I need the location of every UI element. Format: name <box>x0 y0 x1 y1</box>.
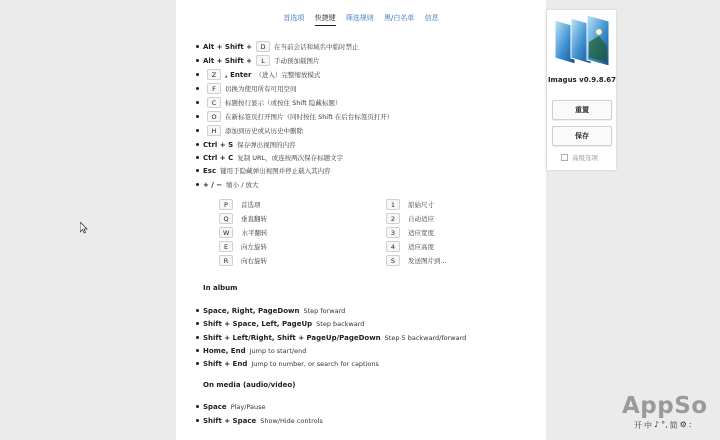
shortcut-row <box>196 96 341 109</box>
tray-item[interactable]: : <box>688 420 692 429</box>
key-cap: 4 <box>386 241 400 252</box>
bullet <box>196 309 199 312</box>
key-cap: C <box>207 97 221 108</box>
album-description: Step 5 backward/forward <box>384 333 467 342</box>
shortcut-description: 在当前会话和域名中临时禁止 <box>274 43 359 51</box>
bullet <box>196 115 199 118</box>
grid-item <box>219 240 267 252</box>
shortcut-modifier: Alt + Shift + <box>203 42 253 51</box>
save-button[interactable]: 保存 <box>552 126 612 146</box>
key-cap: O <box>207 111 221 122</box>
media-description: Play/Pause <box>230 402 266 411</box>
bullet <box>196 405 199 408</box>
left-background <box>0 0 176 440</box>
album-row <box>196 304 345 317</box>
album-keys: Shift + Left/Right, Shift + PageUp/PageDown <box>203 333 381 342</box>
key-label: 向右旋转 <box>241 256 267 265</box>
advanced-label: 高级选项 <box>572 154 598 162</box>
key-cap: Q <box>219 213 233 224</box>
shortcut-row <box>196 178 259 191</box>
tray-item[interactable]: ⚙ <box>679 420 687 429</box>
key-cap: E <box>219 241 233 252</box>
album-keys: Shift + End <box>203 359 248 368</box>
media-row <box>196 414 323 427</box>
grid-item <box>386 226 434 238</box>
album-heading: In album <box>203 284 238 292</box>
album-row <box>196 344 306 357</box>
shortcut-modifier: Ctrl + S <box>203 140 234 149</box>
shortcut-description: 切换为使用所有可用空间 <box>225 85 297 93</box>
album-keys: Home, End <box>203 346 246 355</box>
key-cap: 1 <box>386 199 400 210</box>
media-keys: Space <box>203 402 227 411</box>
tab-shortcuts[interactable]: 快捷键 <box>315 13 336 26</box>
key-label: 水平翻转 <box>241 228 268 237</box>
tab-bar <box>176 13 546 26</box>
key-cap: D <box>256 41 270 52</box>
bullet <box>196 87 199 90</box>
shortcut-description: （进入）完整缩放模式 <box>255 71 321 79</box>
bullet <box>196 143 199 146</box>
key-label: 发送图片到... <box>408 256 447 265</box>
key-label: 适应高度 <box>408 242 434 251</box>
tab-blacklist[interactable]: 黑/白名单 <box>384 14 415 22</box>
shortcut-description: 保存弹出视图的内容 <box>237 141 296 149</box>
advanced-checkbox[interactable] <box>561 154 568 161</box>
key-suffix: , Enter <box>225 70 252 79</box>
grid-item <box>386 198 434 210</box>
bullet <box>196 45 199 48</box>
album-row <box>196 357 379 370</box>
grid-item <box>219 226 267 238</box>
shortcut-description: 复制 URL，或连按两次保存标题文字 <box>237 154 344 162</box>
bullet <box>196 129 199 132</box>
media-heading: On media (audio/video) <box>203 381 296 389</box>
tab-preferences[interactable]: 首选项 <box>283 14 305 22</box>
album-row <box>196 331 466 344</box>
tray-item[interactable]: 简 <box>669 421 678 430</box>
key-cap: L <box>256 55 270 66</box>
reset-button[interactable]: 重置 <box>552 100 612 120</box>
bullet <box>196 322 199 325</box>
shortcut-modifier: Alt + Shift + <box>203 56 253 65</box>
key-label: 适应宽度 <box>408 228 434 237</box>
album-description: Step backward <box>316 319 365 328</box>
tab-filters[interactable]: 筛选规则 <box>345 14 374 22</box>
grid-item <box>386 212 434 224</box>
key-label: 原始尺寸 <box>408 200 434 209</box>
media-description: Show/Hide controls <box>260 416 323 425</box>
tray-item[interactable]: 中 <box>644 421 652 430</box>
shortcut-row <box>196 138 296 151</box>
album-keys: Space, Right, PageDown <box>203 306 300 315</box>
key-cap: 3 <box>386 227 400 238</box>
bullet <box>196 169 199 172</box>
grid-item <box>219 254 267 266</box>
tray-item[interactable]: ♪ <box>654 420 660 429</box>
album-description: Jump to start/end <box>249 346 307 355</box>
media-keys: Shift + Space <box>203 416 257 425</box>
bullet <box>196 59 199 62</box>
version-label: Imagus v0.9.8.67 <box>547 76 617 84</box>
shortcut-modifier: Ctrl + C <box>203 153 234 162</box>
mouse-cursor-icon <box>80 222 88 234</box>
shortcut-description: 在新标签页打开图片（同时按住 Shift 在后台标签页打开） <box>225 113 394 121</box>
shortcut-row <box>196 40 359 53</box>
media-row <box>196 400 266 413</box>
shortcut-row <box>196 164 331 177</box>
shortcut-row <box>196 124 303 137</box>
grid-item <box>386 240 434 252</box>
key-cap: W <box>219 227 233 238</box>
tray-item[interactable]: °, <box>661 420 668 429</box>
shortcut-row <box>196 151 343 164</box>
key-label: 首选项 <box>241 200 261 209</box>
key-label: 垂直翻转 <box>241 214 267 223</box>
album-keys: Shift + Space, Left, PageUp <box>203 319 313 328</box>
grid-item <box>219 198 261 210</box>
tab-info[interactable]: 信息 <box>424 14 439 22</box>
shortcut-modifier: Esc <box>203 166 217 175</box>
key-cap: 2 <box>386 213 400 224</box>
shortcut-description: 缩小 / 放大 <box>226 181 259 189</box>
key-cap: H <box>207 125 221 136</box>
shortcut-description: 添加到历史或从历史中删除 <box>225 127 303 135</box>
key-cap: F <box>207 83 221 94</box>
system-tray <box>634 420 692 431</box>
key-label: 向左旋转 <box>241 242 267 251</box>
shortcuts-page <box>176 0 546 440</box>
key-cap: S <box>386 255 400 266</box>
shortcut-description: 标题按行显示（或按住 Shift 隐藏标题） <box>225 99 342 107</box>
bullet <box>196 362 199 365</box>
key-label: 自动适应 <box>408 214 434 223</box>
shortcut-row <box>196 110 393 123</box>
appso-watermark: AppSo <box>622 393 708 419</box>
shortcut-row <box>196 68 320 81</box>
bullet <box>196 349 199 352</box>
shortcut-description: 手动预加载图片 <box>274 57 320 65</box>
key-cap: R <box>219 255 233 266</box>
shortcut-row <box>196 54 320 67</box>
bullet <box>196 101 199 104</box>
key-cap: P <box>219 199 233 210</box>
tray-item[interactable]: 开 <box>634 421 642 430</box>
bullet <box>196 156 199 159</box>
shortcut-description: 键用于隐藏弹出视图并停止载入其内容 <box>220 167 331 175</box>
bullet <box>196 73 199 76</box>
key-cap: Z <box>207 69 221 80</box>
grid-item <box>386 254 447 266</box>
bullet <box>196 419 199 422</box>
grid-item <box>219 212 267 224</box>
imagus-logo-icon <box>553 12 611 70</box>
bullet <box>196 336 199 339</box>
album-row <box>196 317 364 330</box>
shortcut-row <box>196 82 297 95</box>
shortcut-modifier: + / − <box>203 180 223 189</box>
album-description: Step forward <box>303 306 346 315</box>
bullet <box>196 183 199 186</box>
advanced-options[interactable] <box>561 153 598 162</box>
side-panel <box>546 10 616 170</box>
album-description: Jump to number, or search for captions <box>251 359 379 368</box>
